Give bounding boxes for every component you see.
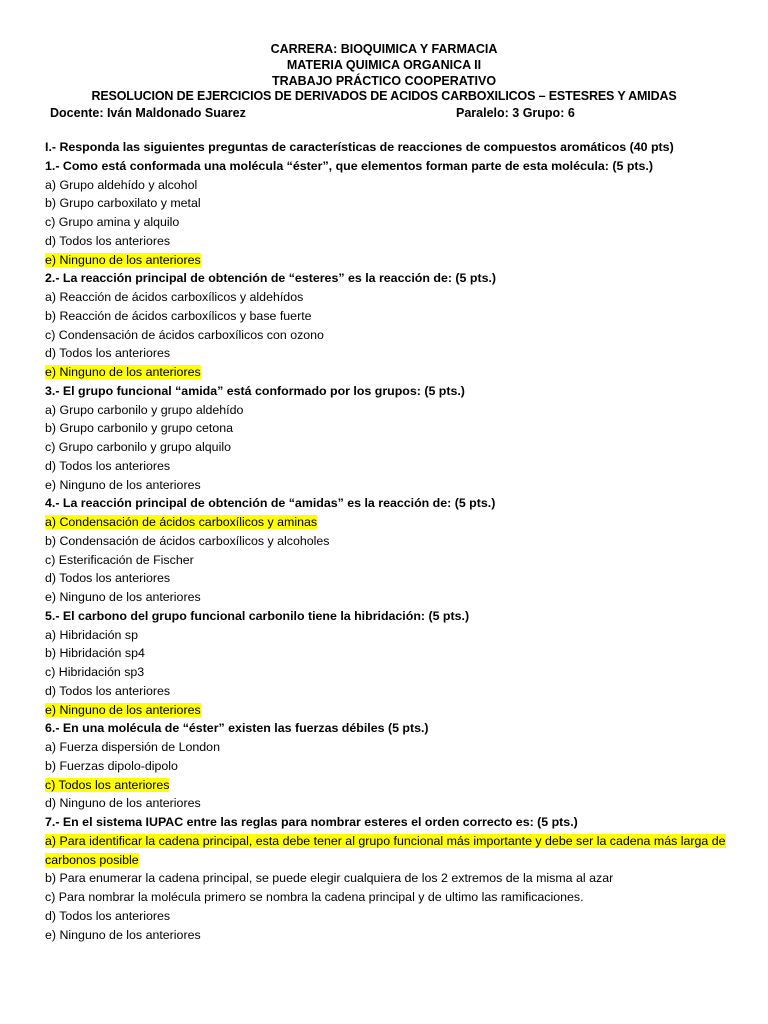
question-1-text: 1.- Como está conformada una molécula “éster”, que elementos forman parte de esta molécula: (5 pts.) [45,158,653,173]
question-5-option-b [45,644,745,663]
question-1-option-b [45,194,745,213]
question-2-text: 2.- La reacción principal de obtención de “esteres” es la reacción de: (5 pts.) [45,271,497,286]
question-2-option-e-selected [45,363,745,382]
question-7-option-c [45,888,745,907]
option-label: e) Ninguno de los anteriores [45,477,201,492]
option-label: a) Hibridación sp [45,627,138,642]
option-label: a) Reacción de ácidos carboxílicos y aldehídos [45,290,304,304]
question-6-text: 6.- En una molécula de “éster” existen las fuerzas débiles (5 pts.) [45,721,429,736]
question-1-option-e-selected [45,251,745,270]
option-label: b) Condensación de ácidos carboxílicos y alcoholes [45,533,330,548]
question-7-option-e [45,926,745,945]
option-label: d) Todos los anteriores [45,908,171,923]
question-7-option-a-selected [45,832,745,870]
option-label: c) Grupo carbonilo y grupo alquilo [45,440,231,454]
question-5-text: 5.- El carbono del grupo funcional carbonilo tiene la hibridación: (5 pts.) [45,608,470,623]
question-4-option-d [45,569,745,588]
question-5-option-e-selected [45,701,745,720]
option-label: b) Fuerzas dipolo-dipolo [45,758,178,773]
question-5-option-c [45,663,745,682]
question-3-option-e [45,476,745,495]
option-label: e) Ninguno de los anteriores [45,927,201,942]
option-label: d) Todos los anteriores [45,458,171,473]
question-4-option-b [45,532,745,551]
header-carrera: CARRERA: BIOQUIMICA Y FARMACIA [270,42,498,56]
option-label: e) Ninguno de los anteriores [45,365,201,379]
question-4-option-a-selected [45,513,745,532]
question-4-option-e [45,588,745,607]
option-label: b) Grupo carboxilato y metal [45,196,201,211]
questions-body [45,138,745,944]
option-label: e) Ninguno de los anteriores [45,702,201,717]
option-label: b) Para enumerar la cadena principal, se puede elegir cualquiera de los 2 extremos de la misma al azar [45,871,614,886]
question-6-option-b [45,757,745,776]
option-label: a) Grupo aldehído y alcohol [45,177,198,192]
question-list [45,157,745,945]
question-3-option-b [45,419,745,438]
option-label: b) Grupo carbonilo y grupo cetona [45,421,234,436]
question-4-option-c [45,551,745,570]
question-6-option-c-selected [45,776,745,795]
option-label: b) Reacción de ácidos carboxílicos y base fuerte [45,308,312,323]
question-3-text: 3.- El grupo funcional “amida” está conformado por los grupos: (5 pts.) [45,383,465,398]
question-7-option-b [45,869,745,888]
option-label: c) Todos los anteriores [45,777,170,792]
header-trabajo: TRABAJO PRÁCTICO COOPERATIVO [271,73,497,88]
section-title: I.- Responda las siguientes preguntas de características de reacciones de compuestos aromáticos (40 pts) [45,140,674,154]
option-label: e) Ninguno de los anteriores [45,590,201,604]
question-3-option-c [45,438,745,457]
option-label: c) Para nombrar la molécula primero se nombra la cadena principal y de ultimo las ramificaciones. [45,890,584,904]
option-label: a) Condensación de ácidos carboxílicos y aminas [45,515,318,529]
docente-row [0,105,768,121]
question-7-text: 7.- En el sistema IUPAC entre las reglas para nombrar esteres el orden correcto es: (5 pts.) [45,815,578,829]
option-label: c) Hibridación sp3 [45,665,145,679]
option-label: d) Todos los anteriores [45,346,171,361]
option-label: d) Todos los anteriores [45,683,171,698]
question-3-option-a [45,401,745,420]
question-5-option-d [45,682,745,701]
option-label: c) Esterificación de Fischer [45,552,194,567]
question-6-option-a [45,738,745,757]
option-label: c) Condensación de ácidos carboxílicos con ozono [45,327,324,342]
paralelo-label: Paralelo: 3 Grupo: 6 [456,106,575,121]
question-4-text: 4.- La reacción principal de obtención de “amidas” es la reacción de: (5 pts.) [45,496,496,511]
option-label: d) Ninguno de los anteriores [45,796,201,811]
option-label: c) Grupo amina y alquilo [45,215,180,229]
option-label: e) Ninguno de los anteriores [45,252,201,267]
option-label: d) Todos los anteriores [45,233,171,248]
header-resolucion: RESOLUCION DE EJERCICIOS DE DERIVADOS DE ACIDOS CARBOXILICOS – ESTESRES Y AMIDAS [91,89,677,104]
option-label: d) Todos los anteriores [45,571,171,586]
question-7-option-d [45,907,745,926]
question-1-option-d [45,232,745,251]
option-label: a) Grupo carbonilo y grupo aldehído [45,402,244,417]
question-1-option-a [45,176,745,195]
question-1-option-c [45,213,745,232]
document-header [0,42,768,121]
question-5-option-a [45,626,745,645]
question-2-option-d [45,344,745,363]
option-label: b) Hibridación sp4 [45,646,145,661]
option-label: a) Para identificar la cadena principal, esta debe tener al grupo funcional más importante y debe ser la cadena más larga de carbonos posible [45,833,726,867]
question-2-option-c [45,326,745,345]
question-2-option-a [45,288,745,307]
option-label: a) Fuerza dispersión de London [45,740,220,754]
question-6-option-d [45,794,745,813]
docente-label: Docente: Iván Maldonado Suarez [50,106,246,121]
header-materia: MATERIA QUIMICA ORGANICA II [286,57,482,72]
question-3-option-d [45,457,745,476]
question-2-option-b [45,307,745,326]
